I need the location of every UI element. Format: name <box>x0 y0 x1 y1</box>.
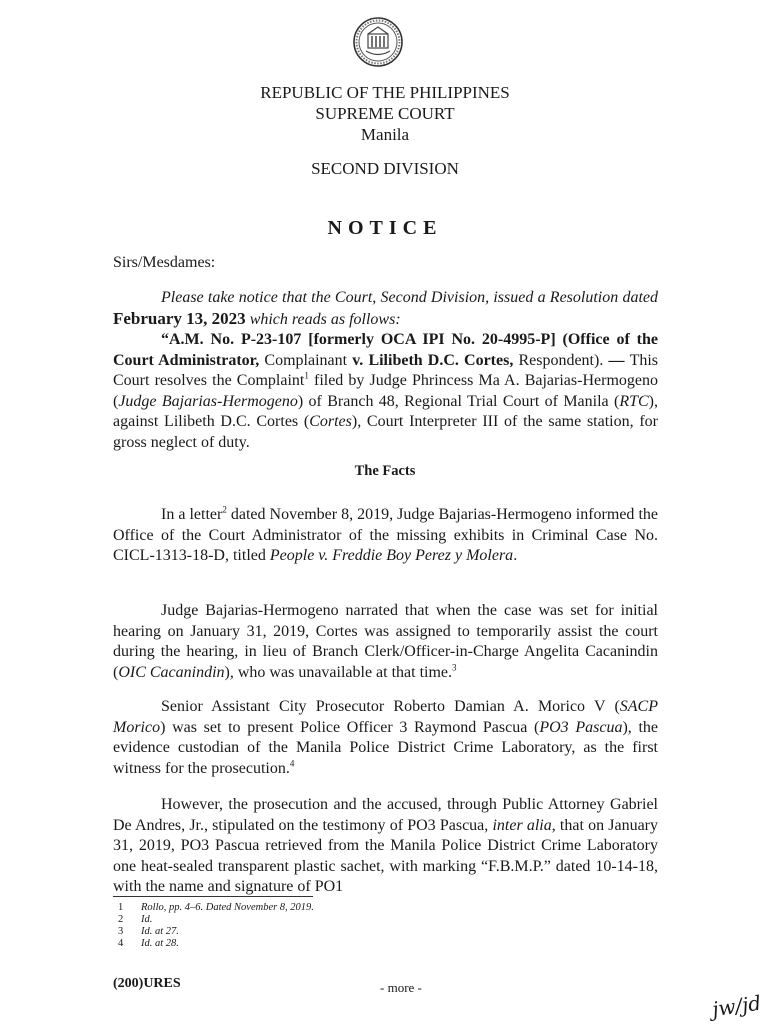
footnote-ref-2: 2 <box>222 504 227 515</box>
p4-text-a: However, the prosecution and the accused, through Public Attorney Gabriel De Andres, Jr., stipulated on the testimony of PO3 Pascua, <box>113 796 658 834</box>
footnote-1-number: 1 <box>118 902 124 913</box>
alias-sacp: SACP Morico <box>113 698 658 736</box>
facts-heading: The Facts <box>354 463 416 479</box>
case-title: People v. Freddie Boy Perez y Molera <box>269 547 514 565</box>
footnote-1 <box>118 903 518 915</box>
p3-text-c: ), the evidence custodian of the Manila Police District Crime Laboratory, as the first witness for the prosecution. <box>113 718 659 777</box>
footnote-2-text: Id. <box>141 914 153 925</box>
em-dash: — <box>608 351 630 369</box>
alias-po3: PO3 Pascua <box>539 718 623 736</box>
facts-paragraph-2 <box>113 601 658 683</box>
facts-paragraph-1 <box>113 505 658 567</box>
alias-cortes: Cortes <box>309 413 352 431</box>
p2-text-b: ), who was unavailable at that time. <box>224 663 453 681</box>
p3-text-a: Senior Assistant City Prosecutor Roberto Damian A. Morico V ( <box>161 698 620 715</box>
salutation: Sirs/Mesdames: <box>113 254 216 271</box>
resolution-date: February 13, 2023 <box>113 308 246 328</box>
respondent-label: Respondent). <box>518 351 609 369</box>
header-manila: Manila <box>360 125 410 144</box>
footnote-3-number: 3 <box>118 926 124 937</box>
header-republic: REPUBLIC OF THE PHILIPPINES <box>260 83 510 102</box>
p2-text-a: Judge Bajarias-Hermogeno narrated that when the case was set for initial hearing on January 31, 2019, Cortes was assigned to temporarily assist the court during the hearing, in lieu of Branch Clerk/Officer-in-Charge Angelita Cacanindin ( <box>113 602 658 681</box>
header-division: SECOND DIVISION <box>311 159 459 178</box>
alias-judge: Judge Bajarias-Hermogeno <box>118 392 298 410</box>
case-number: “A.M. No. P-23-107 [formerly OCA IPI No. 20-4995-P] (Office of the Court Administrator, <box>113 331 658 369</box>
intro-text-a: Please take notice that the Court, Second Division, issued a Resolution dated <box>161 289 658 306</box>
supreme-court-seal-icon <box>352 16 404 68</box>
respondent-name: Lilibeth D.C. Cortes, <box>368 351 514 369</box>
footnote-separator <box>113 896 313 897</box>
footnote-ref-1: 1 <box>304 370 309 381</box>
facts-paragraph-3 <box>113 697 658 779</box>
footnote-4-number: 4 <box>118 938 124 949</box>
footnote-4-text: Id. at 28. <box>141 938 179 949</box>
p3-text-b: ) was set to present Police Officer 3 Raymond Pascua ( <box>160 718 540 736</box>
alias-rtc: RTC <box>619 392 649 410</box>
p1-text-b: dated November 8, 2019, Judge Bajarias-Hermogeno informed the Office of the Court Administrator of the missing exhibits in Criminal Case No. CICL-1313-18-D, titled <box>113 506 659 565</box>
handwritten-initials: jw/jd <box>710 990 763 1022</box>
caption-text-a: This Court resolves the Complaint <box>113 351 659 390</box>
p4-text-b: , that on January 31, 2019, PO3 Pascua retrieved from the Manila Police District Crime Laboratory one heat-sealed transparent plastic sachet, with marking “F.B.M.P.” dated 10-14-18, with the name and signature of PO1 <box>113 816 658 896</box>
footnote-3-text: Id. at 27. <box>141 926 179 937</box>
intro-text-b: which reads as follows: <box>245 310 401 328</box>
footnote-4 <box>118 939 518 951</box>
footer-code: (200)URES <box>113 976 181 991</box>
footnote-1-text: Rollo, pp. 4–6. Dated November 8, 2019. <box>141 902 314 913</box>
notice-title: NOTICE <box>327 217 443 239</box>
footnote-2-number: 2 <box>118 914 124 925</box>
complainant-label: Complainant <box>264 351 348 369</box>
p1-text-c: . <box>513 547 518 565</box>
alias-oic: OIC Cacanindin <box>118 663 225 681</box>
versus: v. <box>347 351 369 369</box>
caption-paragraph <box>113 330 658 454</box>
footer-more: - more - <box>380 980 422 995</box>
footnote-ref-3: 3 <box>452 662 457 673</box>
footnote-ref-4: 4 <box>289 758 295 769</box>
p1-text-a: In a letter <box>161 506 223 523</box>
caption-text-b: filed by Judge Phrincess Ma A. Bajarias-Hermogeno ( <box>113 372 658 410</box>
facts-paragraph-4 <box>113 795 658 898</box>
intro-paragraph <box>113 288 658 330</box>
header-supreme-court: SUPREME COURT <box>315 104 455 123</box>
caption-text-d: ), against Lilibeth D.C. Cortes ( <box>113 392 658 431</box>
inter-alia: inter alia <box>492 816 552 834</box>
caption-text-c: ) of Branch 48, Regional Trial Court of Manila ( <box>297 392 620 410</box>
caption-text-e: ), Court Interpreter III of the same station, for gross neglect of duty. <box>113 413 658 451</box>
